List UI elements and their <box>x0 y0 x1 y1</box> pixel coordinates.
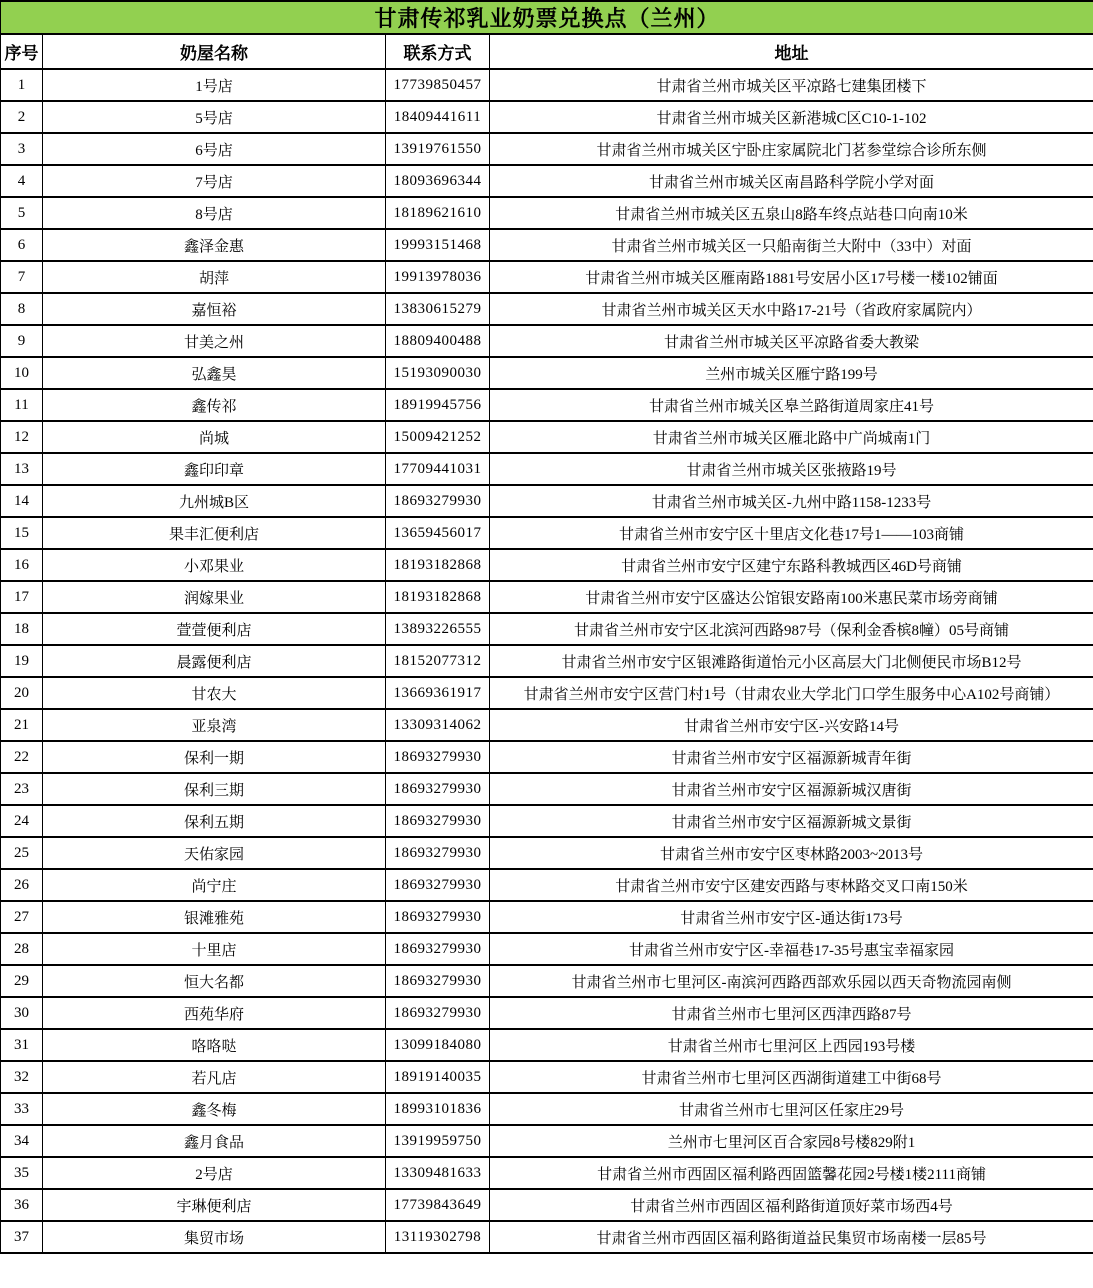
cell-phone: 13099184080 <box>386 1029 490 1061</box>
cell-row-number: 3 <box>1 133 43 165</box>
cell-row-number: 25 <box>1 837 43 869</box>
cell-shop-name: 鑫印印章 <box>43 453 386 485</box>
cell-address: 甘肃省兰州市安宁区营门村1号（甘肃农业大学北门口学生服务中心A102号商铺） <box>490 677 1093 709</box>
cell-shop-name: 晨露便利店 <box>43 645 386 677</box>
cell-address: 甘肃省兰州市城关区五泉山8路车终点站巷口向南10米 <box>490 197 1093 229</box>
table-body <box>1 69 1093 1253</box>
cell-shop-name: 甘美之州 <box>43 325 386 357</box>
table-row <box>1 485 1093 517</box>
table-row <box>1 1029 1093 1061</box>
table-row <box>1 549 1093 581</box>
cell-address: 甘肃省兰州市七里河区任家庄29号 <box>490 1093 1093 1125</box>
cell-address: 甘肃省兰州市安宁区-兴安路14号 <box>490 709 1093 741</box>
table-row <box>1 677 1093 709</box>
table-row <box>1 517 1093 549</box>
cell-row-number: 12 <box>1 421 43 453</box>
cell-shop-name: 萱萱便利店 <box>43 613 386 645</box>
cell-phone: 13309314062 <box>386 709 490 741</box>
cell-phone: 18693279930 <box>386 741 490 773</box>
cell-address: 甘肃省兰州市安宁区枣林路2003~2013号 <box>490 837 1093 869</box>
cell-shop-name: 8号店 <box>43 197 386 229</box>
cell-row-number: 22 <box>1 741 43 773</box>
cell-address: 甘肃省兰州市安宁区银滩路街道怡元小区高层大门北侧便民市场B12号 <box>490 645 1093 677</box>
table-row <box>1 773 1093 805</box>
cell-shop-name: 果丰汇便利店 <box>43 517 386 549</box>
cell-shop-name: 咯咯哒 <box>43 1029 386 1061</box>
table-row <box>1 357 1093 389</box>
cell-shop-name: 鑫泽金惠 <box>43 229 386 261</box>
cell-address: 甘肃省兰州市七里河区西津西路87号 <box>490 997 1093 1029</box>
cell-address: 甘肃省兰州市七里河区-南滨河西路西部欢乐园以西天奇物流园南侧 <box>490 965 1093 997</box>
cell-shop-name: 西苑华府 <box>43 997 386 1029</box>
cell-phone: 18919945756 <box>386 389 490 421</box>
cell-phone: 18693279930 <box>386 485 490 517</box>
cell-phone: 15193090030 <box>386 357 490 389</box>
cell-shop-name: 弘鑫昊 <box>43 357 386 389</box>
cell-row-number: 29 <box>1 965 43 997</box>
cell-address: 甘肃省兰州市城关区-九州中路1158-1233号 <box>490 485 1093 517</box>
cell-phone: 13119302798 <box>386 1221 490 1253</box>
cell-shop-name: 胡萍 <box>43 261 386 293</box>
cell-row-number: 23 <box>1 773 43 805</box>
cell-address: 甘肃省兰州市安宁区福源新城文景街 <box>490 805 1093 837</box>
table-row <box>1 1061 1093 1093</box>
cell-shop-name: 7号店 <box>43 165 386 197</box>
cell-address: 甘肃省兰州市安宁区建安西路与枣林路交叉口南150米 <box>490 869 1093 901</box>
cell-shop-name: 小邓果业 <box>43 549 386 581</box>
cell-address: 兰州市城关区雁宁路199号 <box>490 357 1093 389</box>
cell-row-number: 37 <box>1 1221 43 1253</box>
cell-shop-name: 2号店 <box>43 1157 386 1189</box>
table-row <box>1 1157 1093 1189</box>
cell-phone: 17709441031 <box>386 453 490 485</box>
table-row <box>1 741 1093 773</box>
cell-phone: 18809400488 <box>386 325 490 357</box>
cell-address: 甘肃省兰州市七里河区西湖街道建工中街68号 <box>490 1061 1093 1093</box>
cell-shop-name: 5号店 <box>43 101 386 133</box>
cell-address: 甘肃省兰州市城关区雁北路中广尚城南1门 <box>490 421 1093 453</box>
cell-row-number: 27 <box>1 901 43 933</box>
table-row <box>1 293 1093 325</box>
cell-row-number: 24 <box>1 805 43 837</box>
cell-address: 甘肃省兰州市安宁区福源新城汉唐街 <box>490 773 1093 805</box>
table-row <box>1 581 1093 613</box>
cell-address: 甘肃省兰州市城关区雁南路1881号安居小区17号楼一楼102铺面 <box>490 261 1093 293</box>
cell-phone: 18693279930 <box>386 837 490 869</box>
cell-phone: 13893226555 <box>386 613 490 645</box>
cell-shop-name: 亚泉湾 <box>43 709 386 741</box>
cell-row-number: 11 <box>1 389 43 421</box>
table-row <box>1 901 1093 933</box>
cell-address: 甘肃省兰州市城关区平凉路七建集团楼下 <box>490 69 1093 101</box>
cell-phone: 18152077312 <box>386 645 490 677</box>
cell-shop-name: 恒大名都 <box>43 965 386 997</box>
cell-phone: 19993151468 <box>386 229 490 261</box>
cell-shop-name: 6号店 <box>43 133 386 165</box>
table-row <box>1 1189 1093 1221</box>
cell-row-number: 2 <box>1 101 43 133</box>
cell-shop-name: 保利一期 <box>43 741 386 773</box>
cell-row-number: 28 <box>1 933 43 965</box>
cell-phone: 13830615279 <box>386 293 490 325</box>
cell-address: 甘肃省兰州市安宁区北滨河西路987号（保利金香槟8幢）05号商铺 <box>490 613 1093 645</box>
cell-row-number: 16 <box>1 549 43 581</box>
cell-row-number: 10 <box>1 357 43 389</box>
cell-row-number: 20 <box>1 677 43 709</box>
cell-shop-name: 鑫月食品 <box>43 1125 386 1157</box>
cell-shop-name: 天佑家园 <box>43 837 386 869</box>
cell-phone: 17739850457 <box>386 69 490 101</box>
title-row <box>1 1 1093 34</box>
table-row <box>1 709 1093 741</box>
cell-row-number: 26 <box>1 869 43 901</box>
cell-row-number: 33 <box>1 1093 43 1125</box>
cell-phone: 18193182868 <box>386 549 490 581</box>
cell-row-number: 13 <box>1 453 43 485</box>
table-row <box>1 965 1093 997</box>
cell-row-number: 7 <box>1 261 43 293</box>
cell-row-number: 15 <box>1 517 43 549</box>
cell-row-number: 8 <box>1 293 43 325</box>
cell-phone: 18693279930 <box>386 965 490 997</box>
table-row <box>1 1093 1093 1125</box>
cell-address: 甘肃省兰州市城关区张掖路19号 <box>490 453 1093 485</box>
cell-phone: 13659456017 <box>386 517 490 549</box>
column-header-phone: 联系方式 <box>386 34 490 69</box>
cell-address: 甘肃省兰州市安宁区建宁东路科教城西区46D号商铺 <box>490 549 1093 581</box>
table-row <box>1 165 1093 197</box>
cell-row-number: 17 <box>1 581 43 613</box>
column-header-address: 地址 <box>490 34 1093 69</box>
cell-row-number: 6 <box>1 229 43 261</box>
cell-phone: 13309481633 <box>386 1157 490 1189</box>
cell-phone: 18693279930 <box>386 805 490 837</box>
cell-address: 甘肃省兰州市七里河区上西园193号楼 <box>490 1029 1093 1061</box>
cell-phone: 13669361917 <box>386 677 490 709</box>
table-row <box>1 997 1093 1029</box>
table-row <box>1 1221 1093 1253</box>
cell-phone: 18693279930 <box>386 933 490 965</box>
cell-address: 甘肃省兰州市城关区南昌路科学院小学对面 <box>490 165 1093 197</box>
cell-address: 甘肃省兰州市安宁区-通达街173号 <box>490 901 1093 933</box>
cell-row-number: 18 <box>1 613 43 645</box>
table-row <box>1 101 1093 133</box>
table-row <box>1 69 1093 101</box>
cell-address: 甘肃省兰州市城关区平凉路省委大教梁 <box>490 325 1093 357</box>
cell-address: 甘肃省兰州市安宁区福源新城青年街 <box>490 741 1093 773</box>
table-row <box>1 645 1093 677</box>
cell-shop-name: 润嫁果业 <box>43 581 386 613</box>
cell-shop-name: 1号店 <box>43 69 386 101</box>
cell-row-number: 36 <box>1 1189 43 1221</box>
cell-address: 甘肃省兰州市城关区天水中路17-21号（省政府家属院内） <box>490 293 1093 325</box>
cell-address: 甘肃省兰州市城关区一只船南街兰大附中（33中）对面 <box>490 229 1093 261</box>
table-row <box>1 933 1093 965</box>
cell-row-number: 31 <box>1 1029 43 1061</box>
cell-shop-name: 保利五期 <box>43 805 386 837</box>
cell-phone: 13919959750 <box>386 1125 490 1157</box>
cell-phone: 13919761550 <box>386 133 490 165</box>
cell-row-number: 34 <box>1 1125 43 1157</box>
table-row <box>1 261 1093 293</box>
table-row <box>1 197 1093 229</box>
cell-address: 甘肃省兰州市安宁区十里店文化巷17号1——103商铺 <box>490 517 1093 549</box>
cell-row-number: 32 <box>1 1061 43 1093</box>
cell-phone: 18919140035 <box>386 1061 490 1093</box>
table-row <box>1 421 1093 453</box>
cell-phone: 18993101836 <box>386 1093 490 1125</box>
cell-address: 甘肃省兰州市西固区福利路街道顶好菜市场西4号 <box>490 1189 1093 1221</box>
cell-address: 甘肃省兰州市城关区新港城C区C10-1-102 <box>490 101 1093 133</box>
table-row <box>1 229 1093 261</box>
cell-address: 甘肃省兰州市城关区宁卧庄家属院北门茗参堂综合诊所东侧 <box>490 133 1093 165</box>
cell-phone: 18693279930 <box>386 997 490 1029</box>
cell-shop-name: 十里店 <box>43 933 386 965</box>
cell-shop-name: 鑫传祁 <box>43 389 386 421</box>
cell-address: 甘肃省兰州市安宁区-幸福巷17-35号惠宝幸福家园 <box>490 933 1093 965</box>
cell-row-number: 35 <box>1 1157 43 1189</box>
table-row <box>1 837 1093 869</box>
cell-phone: 18693279930 <box>386 869 490 901</box>
cell-phone: 18693279930 <box>386 901 490 933</box>
table-row <box>1 613 1093 645</box>
cell-shop-name: 尚宁庄 <box>43 869 386 901</box>
cell-row-number: 9 <box>1 325 43 357</box>
cell-shop-name: 银滩雅苑 <box>43 901 386 933</box>
cell-phone: 18093696344 <box>386 165 490 197</box>
cell-shop-name: 集贸市场 <box>43 1221 386 1253</box>
table-row <box>1 453 1093 485</box>
table-row <box>1 1125 1093 1157</box>
cell-phone: 15009421252 <box>386 421 490 453</box>
column-header-no: 序号 <box>1 34 43 69</box>
cell-shop-name: 宇琳便利店 <box>43 1189 386 1221</box>
cell-row-number: 4 <box>1 165 43 197</box>
cell-phone: 18193182868 <box>386 581 490 613</box>
cell-shop-name: 尚城 <box>43 421 386 453</box>
cell-phone: 18409441611 <box>386 101 490 133</box>
cell-shop-name: 保利三期 <box>43 773 386 805</box>
cell-row-number: 1 <box>1 69 43 101</box>
cell-address: 甘肃省兰州市城关区皋兰路街道周家庄41号 <box>490 389 1093 421</box>
cell-phone: 18693279930 <box>386 773 490 805</box>
table-row <box>1 805 1093 837</box>
cell-address: 甘肃省兰州市西固区福利路西固篮馨花园2号楼1楼2111商铺 <box>490 1157 1093 1189</box>
table-row <box>1 869 1093 901</box>
table-row <box>1 325 1093 357</box>
column-header-row <box>1 34 1093 69</box>
cell-shop-name: 九州城B区 <box>43 485 386 517</box>
column-header-name: 奶屋名称 <box>43 34 386 69</box>
cell-address: 兰州市七里河区百合家园8号楼829附1 <box>490 1125 1093 1157</box>
table-row <box>1 133 1093 165</box>
cell-row-number: 19 <box>1 645 43 677</box>
cell-phone: 18189621610 <box>386 197 490 229</box>
table-row <box>1 389 1093 421</box>
cell-row-number: 21 <box>1 709 43 741</box>
page-title: 甘肃传祁乳业奶票兑换点（兰州） <box>1 1 1093 34</box>
cell-shop-name: 甘农大 <box>43 677 386 709</box>
cell-row-number: 30 <box>1 997 43 1029</box>
cell-phone: 19913978036 <box>386 261 490 293</box>
cell-shop-name: 鑫冬梅 <box>43 1093 386 1125</box>
cell-row-number: 14 <box>1 485 43 517</box>
cell-address: 甘肃省兰州市安宁区盛达公馆银安路南100米惠民菜市场旁商铺 <box>490 581 1093 613</box>
cell-row-number: 5 <box>1 197 43 229</box>
cell-phone: 17739843649 <box>386 1189 490 1221</box>
cell-shop-name: 若凡店 <box>43 1061 386 1093</box>
cell-address: 甘肃省兰州市西固区福利路街道益民集贸市场南楼一层85号 <box>490 1221 1093 1253</box>
cell-shop-name: 嘉恒裕 <box>43 293 386 325</box>
